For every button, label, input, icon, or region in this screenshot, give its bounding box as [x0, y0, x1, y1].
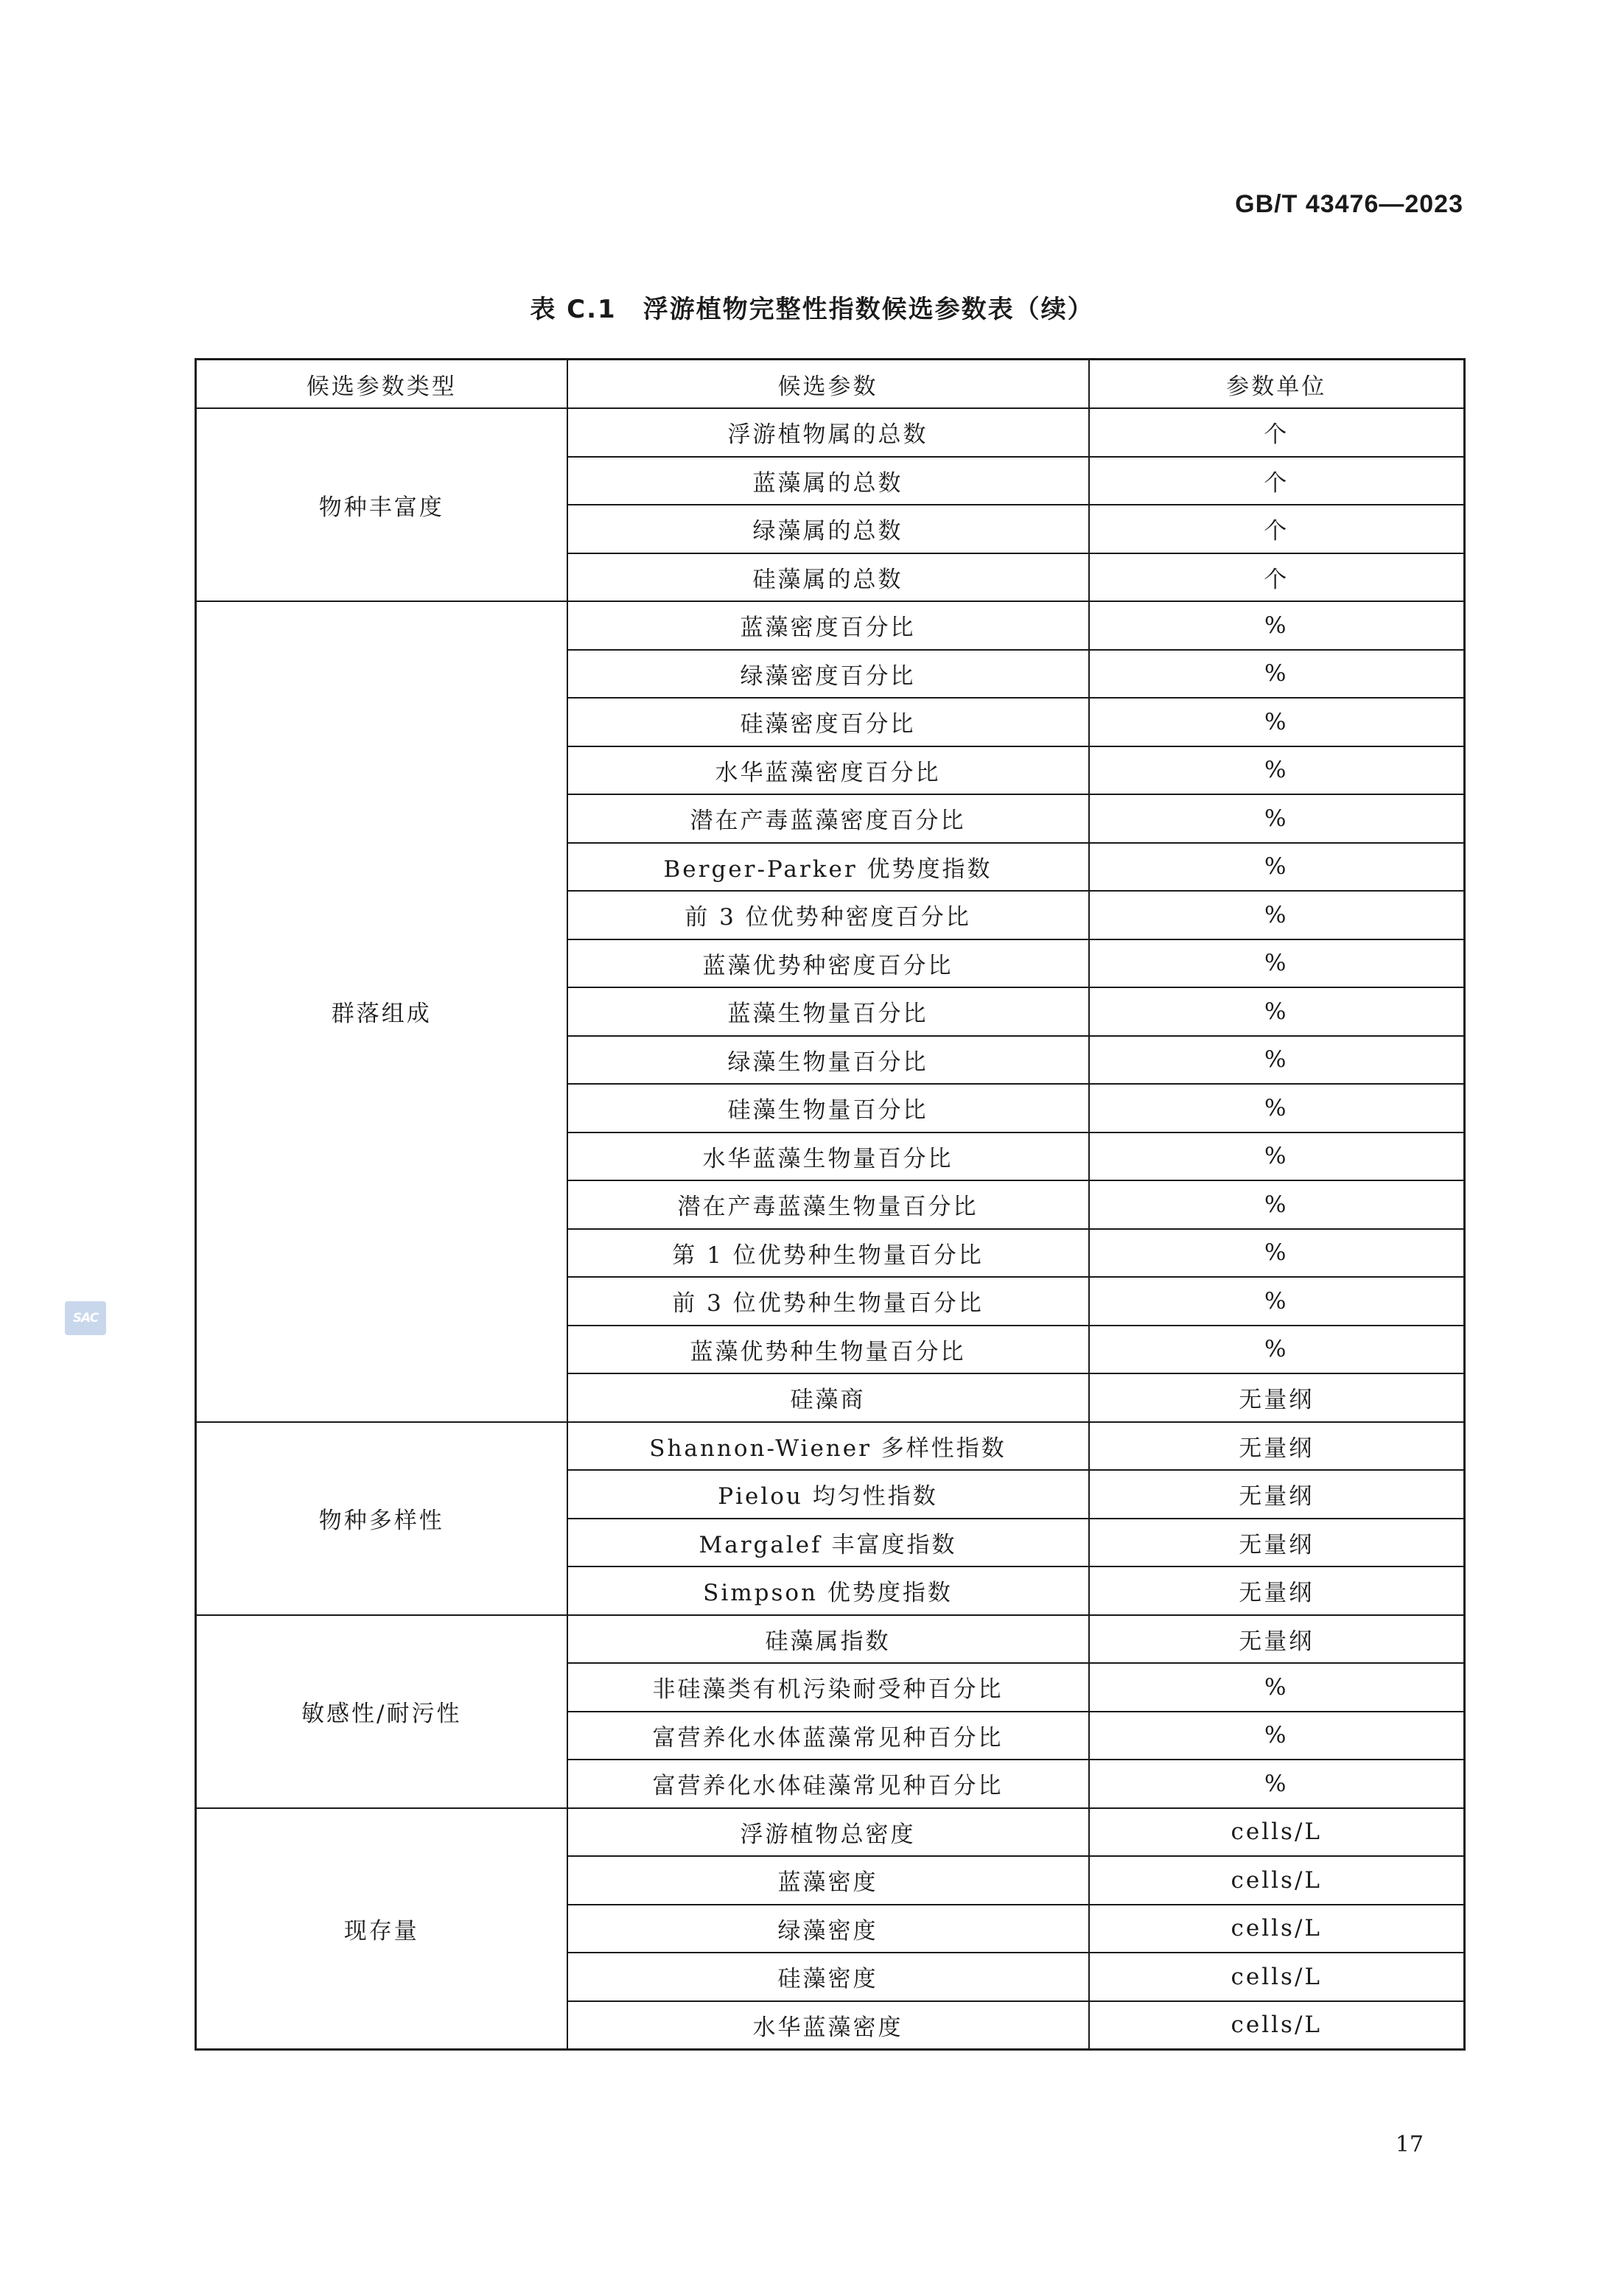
param-name-cell: Simpson 优势度指数 — [567, 1566, 1089, 1615]
sac-watermark-logo: SAC — [65, 1301, 106, 1335]
param-name-cell: 绿藻属的总数 — [567, 505, 1089, 553]
column-header-type: 候选参数类型 — [196, 360, 567, 409]
param-name-cell: Margalef 丰富度指数 — [567, 1519, 1089, 1567]
param-unit-cell: cells/L — [1089, 2001, 1465, 2050]
param-type-cell: 群落组成 — [196, 601, 567, 1422]
param-name-cell: 硅藻商 — [567, 1373, 1089, 1422]
param-name-cell: 第 1 位优势种生物量百分比 — [567, 1229, 1089, 1278]
param-unit-cell: % — [1089, 1663, 1465, 1712]
param-name-cell: 硅藻生物量百分比 — [567, 1084, 1089, 1133]
table-row — [196, 601, 1465, 650]
param-type-cell: 敏感性/耐污性 — [196, 1615, 567, 1808]
param-name-cell: 硅藻属的总数 — [567, 553, 1089, 602]
param-name-cell: 蓝藻优势种密度百分比 — [567, 939, 1089, 988]
param-unit-cell: 个 — [1089, 553, 1465, 602]
param-unit-cell: % — [1089, 794, 1465, 843]
param-unit-cell: % — [1089, 1760, 1465, 1808]
param-name-cell: 水华蓝藻密度百分比 — [567, 746, 1089, 795]
param-type-cell: 物种丰富度 — [196, 408, 567, 601]
param-name-cell: 水华蓝藻生物量百分比 — [567, 1133, 1089, 1181]
param-name-cell: Berger-Parker 优势度指数 — [567, 843, 1089, 892]
param-unit-cell: % — [1089, 1229, 1465, 1278]
param-unit-cell: 无量纲 — [1089, 1470, 1465, 1519]
param-unit-cell: % — [1089, 987, 1465, 1036]
param-name-cell: 蓝藻密度百分比 — [567, 601, 1089, 650]
param-type-cell: 物种多样性 — [196, 1422, 567, 1615]
param-unit-cell: cells/L — [1089, 1808, 1465, 1857]
param-unit-cell: 无量纲 — [1089, 1615, 1465, 1664]
param-unit-cell: 个 — [1089, 408, 1465, 457]
table-body — [196, 408, 1465, 2050]
param-unit-cell: % — [1089, 1712, 1465, 1760]
param-unit-cell: % — [1089, 1133, 1465, 1181]
param-unit-cell: cells/L — [1089, 1905, 1465, 1953]
table-number: 表 C.1 — [530, 295, 617, 324]
param-name-cell: 蓝藻优势种生物量百分比 — [567, 1326, 1089, 1374]
param-name-cell: 蓝藻密度 — [567, 1856, 1089, 1905]
param-unit-cell: % — [1089, 698, 1465, 746]
param-name-cell: 前 3 位优势种生物量百分比 — [567, 1277, 1089, 1326]
param-unit-cell: % — [1089, 843, 1465, 892]
param-name-cell: Shannon-Wiener 多样性指数 — [567, 1422, 1089, 1471]
param-name-cell: 富营养化水体硅藻常见种百分比 — [567, 1760, 1089, 1808]
param-name-cell: 硅藻密度百分比 — [567, 698, 1089, 746]
table-row — [196, 408, 1465, 457]
table-header-row — [196, 360, 1465, 409]
param-unit-cell: 个 — [1089, 457, 1465, 505]
param-unit-cell: % — [1089, 891, 1465, 939]
param-name-cell: 绿藻生物量百分比 — [567, 1036, 1089, 1085]
column-header-param: 候选参数 — [567, 360, 1089, 409]
param-unit-cell: 无量纲 — [1089, 1566, 1465, 1615]
param-unit-cell: % — [1089, 746, 1465, 795]
param-unit-cell: % — [1089, 1180, 1465, 1229]
table-title — [0, 289, 1624, 325]
param-name-cell: 非硅藻类有机污染耐受种百分比 — [567, 1663, 1089, 1712]
param-name-cell: 潜在产毒蓝藻密度百分比 — [567, 794, 1089, 843]
table-row — [196, 1615, 1465, 1664]
param-name-cell: 潜在产毒蓝藻生物量百分比 — [567, 1180, 1089, 1229]
column-header-unit: 参数单位 — [1089, 360, 1465, 409]
param-name-cell: 富营养化水体蓝藻常见种百分比 — [567, 1712, 1089, 1760]
param-name-cell: 蓝藻属的总数 — [567, 457, 1089, 505]
page-number: 17 — [1395, 2132, 1424, 2157]
param-unit-cell: % — [1089, 1084, 1465, 1133]
param-name-cell: Pielou 均匀性指数 — [567, 1470, 1089, 1519]
param-unit-cell: % — [1089, 1326, 1465, 1374]
standard-number: GB/T 43476—2023 — [1235, 190, 1463, 218]
param-name-cell: 浮游植物总密度 — [567, 1808, 1089, 1857]
param-unit-cell: cells/L — [1089, 1856, 1465, 1905]
param-unit-cell: 无量纲 — [1089, 1373, 1465, 1422]
param-name-cell: 绿藻密度 — [567, 1905, 1089, 1953]
param-unit-cell: cells/L — [1089, 1953, 1465, 2001]
param-unit-cell: % — [1089, 939, 1465, 988]
param-unit-cell: % — [1089, 1277, 1465, 1326]
param-name-cell: 硅藻属指数 — [567, 1615, 1089, 1664]
param-unit-cell: % — [1089, 650, 1465, 699]
param-name-cell: 水华蓝藻密度 — [567, 2001, 1089, 2050]
param-unit-cell: % — [1089, 601, 1465, 650]
table-row — [196, 1808, 1465, 1857]
param-name-cell: 蓝藻生物量百分比 — [567, 987, 1089, 1036]
param-unit-cell: 个 — [1089, 505, 1465, 553]
param-unit-cell: 无量纲 — [1089, 1422, 1465, 1471]
param-unit-cell: % — [1089, 1036, 1465, 1085]
param-unit-cell: 无量纲 — [1089, 1519, 1465, 1567]
table-caption: 浮游植物完整性指数候选参数表（续） — [643, 295, 1094, 324]
parameter-table — [195, 358, 1466, 2051]
param-name-cell: 浮游植物属的总数 — [567, 408, 1089, 457]
param-name-cell: 绿藻密度百分比 — [567, 650, 1089, 699]
param-type-cell: 现存量 — [196, 1808, 567, 2050]
table-row — [196, 1422, 1465, 1471]
param-name-cell: 硅藻密度 — [567, 1953, 1089, 2001]
param-name-cell: 前 3 位优势种密度百分比 — [567, 891, 1089, 939]
